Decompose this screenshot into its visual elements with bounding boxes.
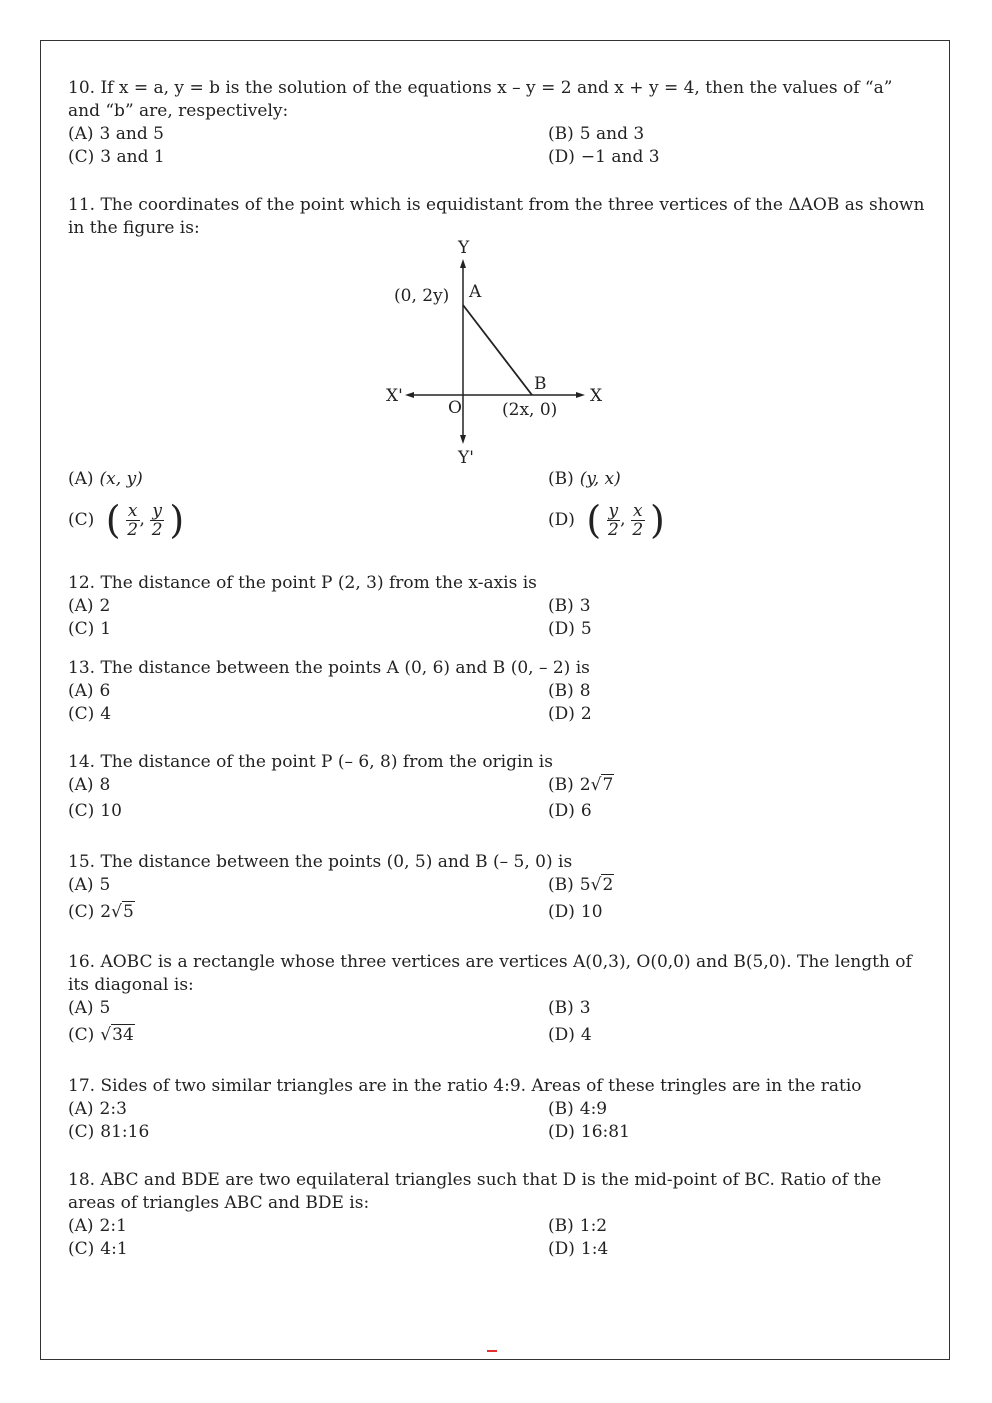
fraction: $\frac{x}{2}$ [127, 500, 139, 540]
option-d[interactable]: (D) 10 [548, 902, 603, 922]
right-paren: ) [169, 498, 185, 542]
decorative-mark [487, 1350, 497, 1352]
options-grid [68, 1215, 928, 1261]
question-stem: 15. The distance between the points (0, 5) and B (– 5, 0) is [68, 852, 573, 872]
question-stem: 17. Sides of two similar triangles are in the ratio 4:9. Areas of these tringles are in the ratio [68, 1076, 862, 1096]
option-a[interactable]: (A) 3 and 5 [68, 124, 164, 144]
option-d[interactable]: (D) 2 [548, 704, 592, 724]
square-root: √2 [590, 875, 614, 895]
option-d[interactable]: (D) 5 [548, 619, 592, 639]
option-a[interactable]: (A) (x, y) [68, 469, 143, 489]
question-stem: 12. The distance of the point P (2, 3) from the x-axis is [68, 573, 537, 593]
option-c[interactable]: (C) 3 and 1 [68, 147, 165, 167]
option-d[interactable]: (D) ( $\frac{y}{2}$ , $\frac{x}{2}$ ) [548, 498, 665, 542]
question-10 [68, 77, 928, 169]
option-d[interactable]: (D) 16:81 [548, 1122, 630, 1142]
option-b[interactable]: (B) (y, x) [548, 469, 621, 489]
options-grid [68, 468, 928, 542]
option-d[interactable]: (D) 6 [548, 801, 592, 821]
option-d[interactable]: (D) 1:4 [548, 1239, 609, 1259]
option-a[interactable]: (A) 2 [68, 596, 111, 616]
option-c[interactable]: (C) 4:1 [68, 1239, 128, 1259]
option-b[interactable]: (B) 8 [548, 681, 591, 701]
square-root: √7 [590, 775, 614, 795]
point-b-label: B [534, 374, 547, 394]
option-b[interactable]: (B) 1:2 [548, 1216, 608, 1236]
question-11 [68, 194, 928, 240]
option-a[interactable]: (A) 6 [68, 681, 111, 701]
x-label: X [590, 386, 603, 406]
question-15 [68, 851, 928, 924]
question-17 [68, 1075, 928, 1144]
option-c[interactable]: (C) 81:16 [68, 1122, 150, 1142]
option-b[interactable]: (B) 3 [548, 998, 591, 1018]
question-stem: 11. The coordinates of the point which is equidistant from the three vertices of the ΔAOB as shown in the figure is: [68, 195, 925, 238]
option-b[interactable]: (B) 2√7 [548, 775, 614, 795]
options-grid [68, 680, 928, 726]
option-b[interactable]: (B) 4:9 [548, 1099, 608, 1119]
fraction: $\frac{x}{2}$ [632, 500, 644, 540]
option-c[interactable]: (C) 10 [68, 801, 122, 821]
options-grid [68, 1098, 928, 1144]
y-prime-arrow [460, 435, 466, 444]
option-b[interactable]: (B) 3 [548, 596, 591, 616]
x-prime-arrow [405, 392, 414, 398]
options-grid [68, 595, 928, 641]
option-a[interactable]: (A) 8 [68, 775, 111, 795]
coordinate-axes-diagram [380, 235, 620, 465]
question-13 [68, 657, 928, 726]
option-a[interactable]: (A) 5 [68, 875, 111, 895]
options-grid [68, 997, 928, 1047]
options-grid [68, 874, 928, 924]
fraction: $\frac{y}{2}$ [607, 500, 619, 540]
option-b[interactable]: (B) 5√2 [548, 875, 614, 895]
point-b-coord: (2x, 0) [502, 400, 558, 420]
y-label: Y [458, 238, 470, 258]
options-grid [68, 774, 928, 823]
left-paren: ( [586, 498, 602, 542]
question-stem: 18. ABC and BDE are two equilateral triangles such that D is the mid-point of BC. Ratio of the areas of triangles ABC and BDE is: [68, 1170, 882, 1213]
square-root: √5 [111, 902, 134, 922]
y-arrow [460, 259, 466, 268]
segment-ab [463, 305, 532, 395]
square-root: √34 [100, 1025, 134, 1045]
point-a-coord: (0, 2y) [394, 286, 450, 306]
option-a[interactable]: (A) 2:3 [68, 1099, 127, 1119]
option-c[interactable]: (C) 1 [68, 619, 112, 639]
question-18 [68, 1169, 928, 1261]
question-12 [68, 572, 928, 641]
question-stem: 14. The distance of the point P (– 6, 8) from the origin is [68, 752, 553, 772]
option-a[interactable]: (A) 2:1 [68, 1216, 127, 1236]
question-stem: 10. If x = a, y = b is the solution of the equations x – y = 2 and x + y = 4, then the values of “a” and “b” are, respectively: [68, 78, 893, 121]
option-d[interactable]: (D) 4 [548, 1025, 592, 1045]
x-arrow [576, 392, 585, 398]
y-prime-label: Y' [458, 448, 474, 465]
options-grid [68, 123, 928, 169]
option-c[interactable]: (C) √34 [68, 1025, 134, 1045]
right-paren: ) [649, 498, 665, 542]
left-paren: ( [105, 498, 121, 542]
origin-label: O [448, 398, 462, 418]
fraction: $\frac{y}{2}$ [151, 500, 163, 540]
option-c[interactable]: (C) 2√5 [68, 902, 134, 922]
question-16 [68, 951, 928, 1047]
point-a-label: A [469, 282, 482, 302]
question-11-options [68, 468, 928, 542]
option-c[interactable]: (C) ( $\frac{x}{2}$ , $\frac{y}{2}$ ) [68, 498, 185, 542]
option-b[interactable]: (B) 5 and 3 [548, 124, 645, 144]
x-prime-label: X' [386, 386, 403, 406]
option-a[interactable]: (A) 5 [68, 998, 111, 1018]
option-c[interactable]: (C) 4 [68, 704, 112, 724]
question-14 [68, 751, 928, 823]
question-stem: 13. The distance between the points A (0, 6) and B (0, – 2) is [68, 658, 590, 678]
option-d[interactable]: (D) −1 and 3 [548, 147, 660, 167]
triangle-aob-figure [380, 235, 620, 465]
question-stem: 16. AOBC is a rectangle whose three vertices are vertices A(0,3), O(0,0) and B(5,0). The length of its diagonal is: [68, 952, 912, 995]
